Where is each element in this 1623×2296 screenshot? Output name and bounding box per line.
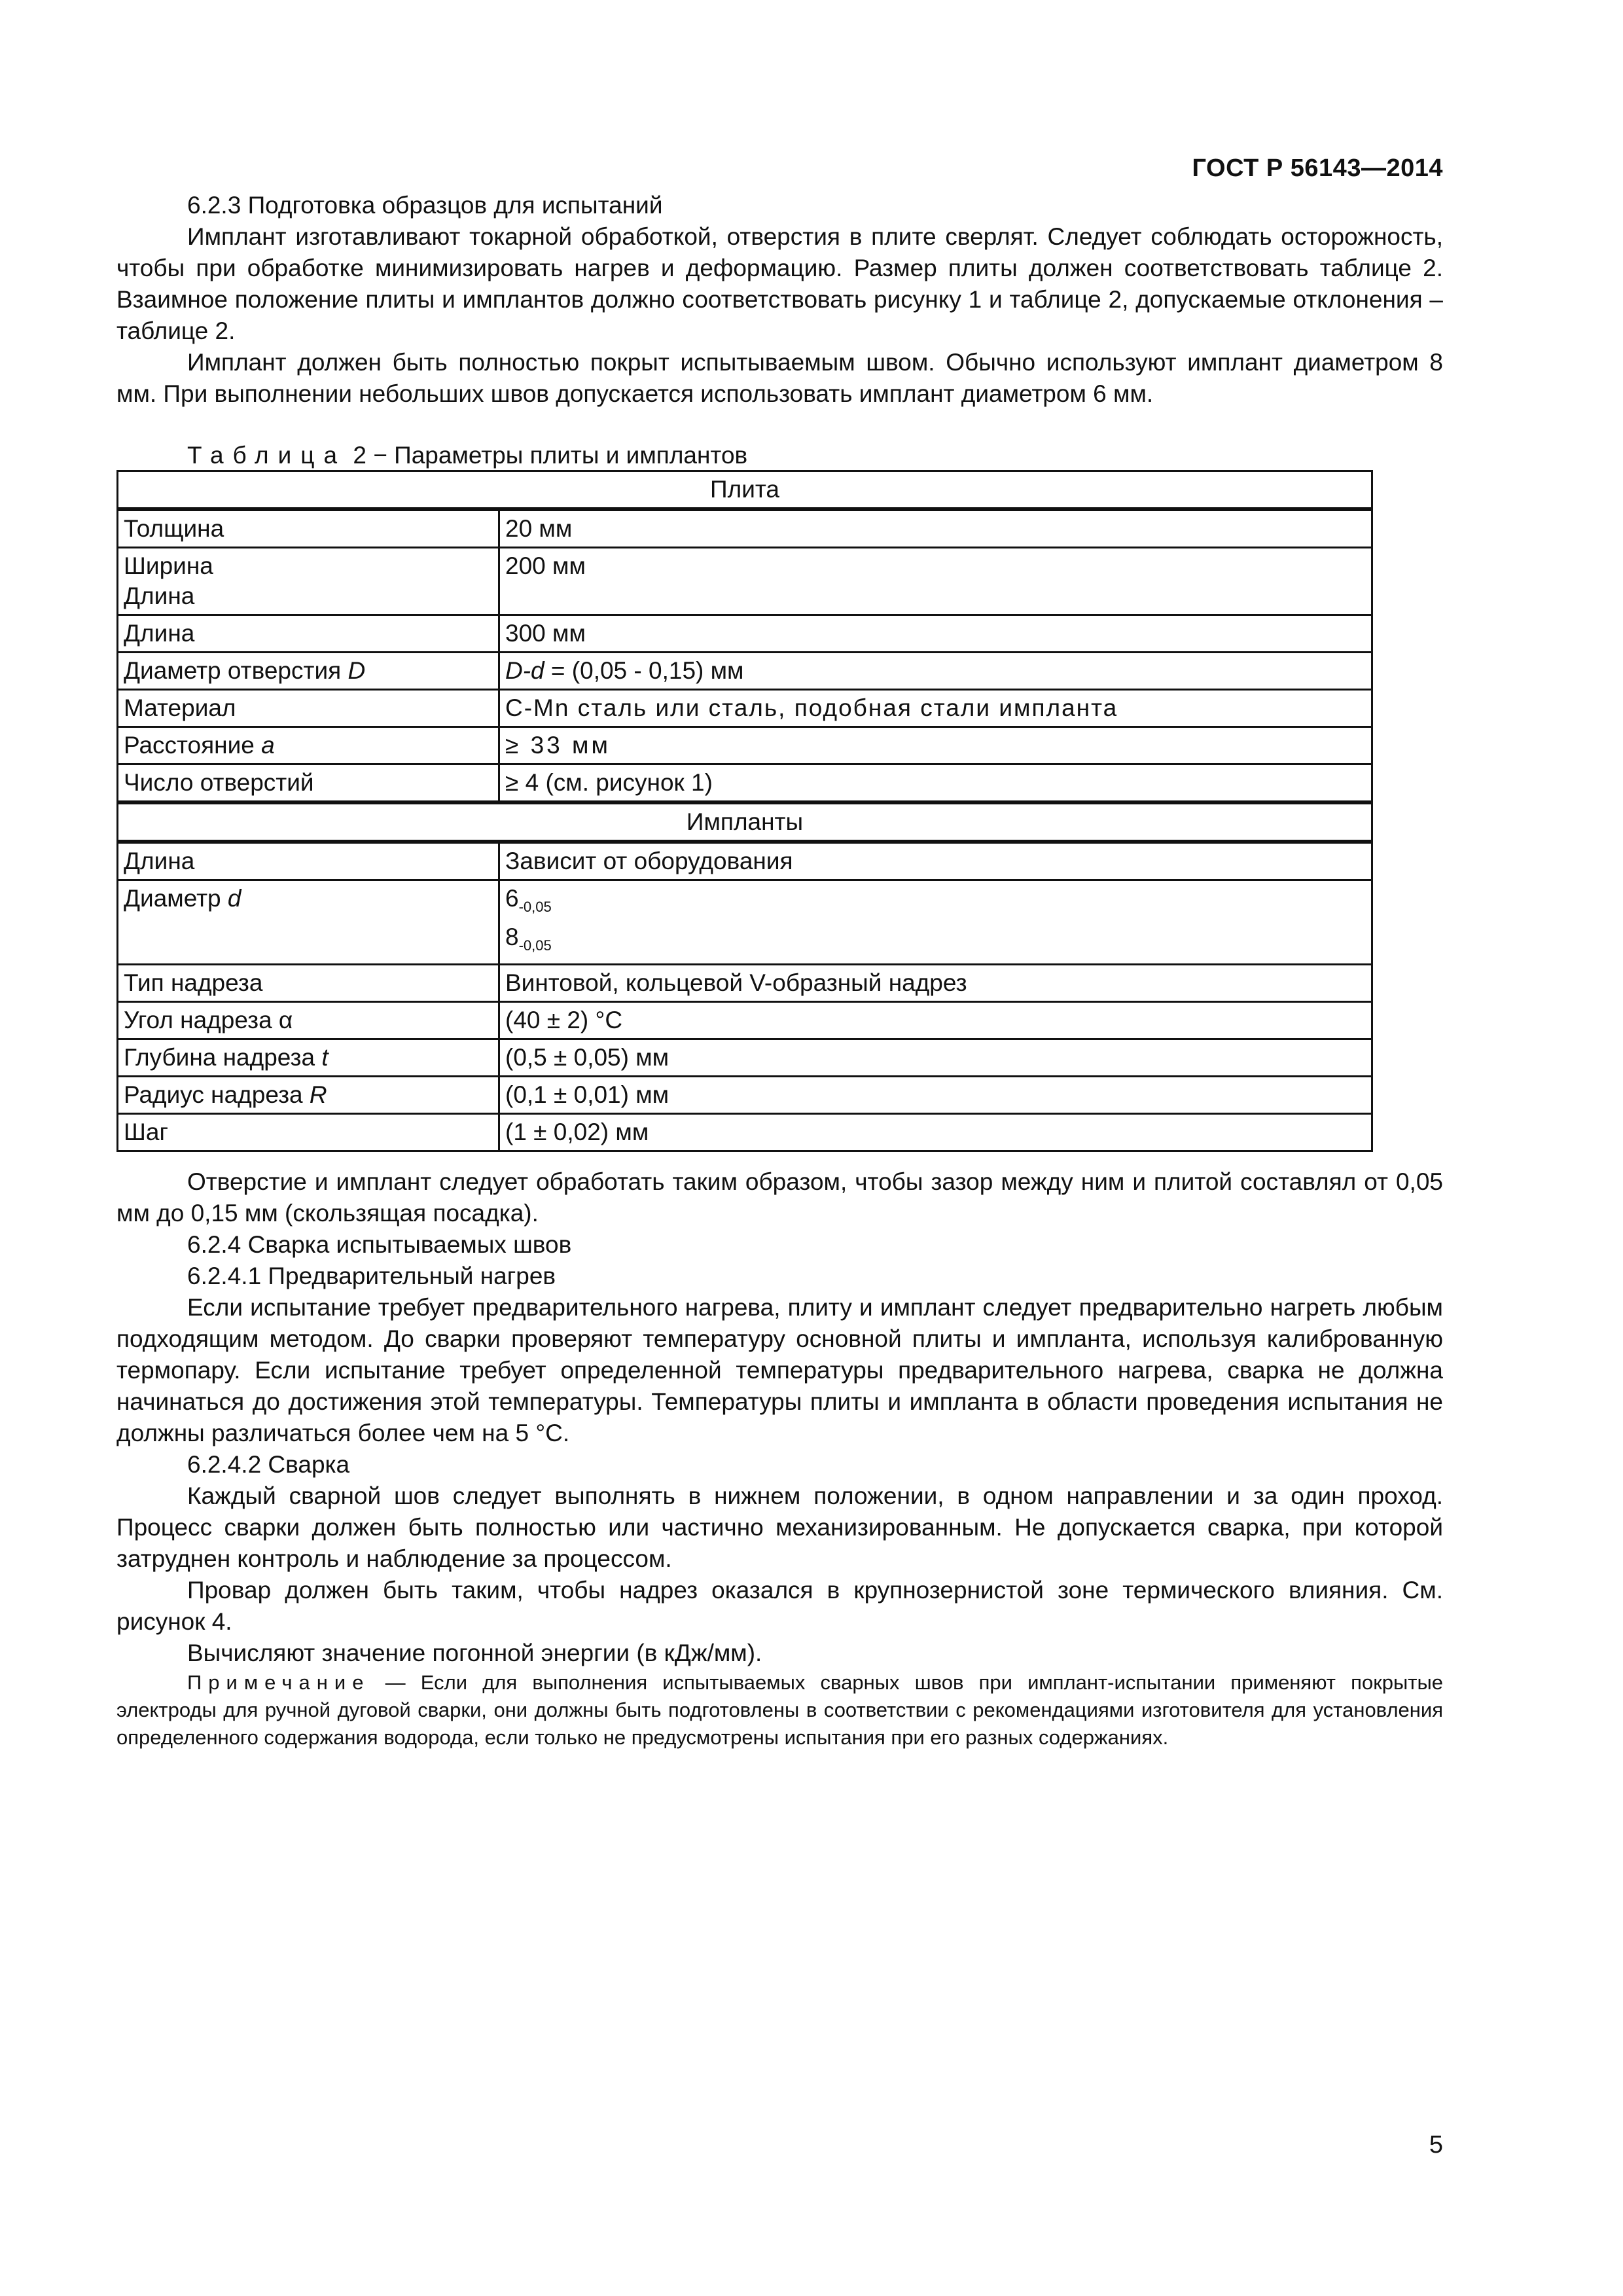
table-cell-value: 300 мм	[499, 615, 1372, 653]
table-cell-label-line: Ширина	[124, 552, 213, 579]
paragraph: Если испытание требует предварительного нагрева, плиту и имплант следует предварительно нагреть любым подходящим методом. До сварки проверяют температуру основной плиты и импланта, используя калиброванную термопару. Если испытание требует определенной температуры предварительного нагрева, сварка не должна начинаться до достижения этой температуры. Температуры плиты и импланта в области проведения испытания не должны различаться более чем на 5 °С.	[116, 1294, 1443, 1446]
section-heading-6-2-4-2: 6.2.4.2 Сварка	[187, 1451, 350, 1478]
diameter-value: 8	[505, 924, 519, 950]
table-cell-value: ≥ 4 (см. рисунок 1)	[499, 764, 1372, 803]
intro-text-block	[116, 190, 1443, 410]
table-row	[118, 548, 1372, 615]
label-text: Глубина надреза	[124, 1044, 322, 1071]
table-row	[118, 1077, 1372, 1114]
table-row	[118, 471, 1372, 510]
table-cell-value: Винтовой, кольцевой V-образный надрез	[499, 965, 1372, 1002]
table-row	[118, 509, 1372, 548]
table-row	[118, 653, 1372, 690]
paragraph: Имплант должен быть полностью покрыт испытываемым швом. Обычно используют имплант диаметром 8 мм. При выполнении небольших швов допускается использовать имплант диаметром 6 мм.	[116, 349, 1443, 407]
table-row	[118, 1114, 1372, 1151]
table-section-implants: Импланты	[118, 802, 1372, 842]
paragraph: Имплант изготавливают токарной обработкой, отверстия в плите сверлят. Следует соблюдать осторожность, чтобы при обработке минимизировать нагрев и деформацию. Размер плиты должен соответствовать таблице 2. Взаимное положение плиты и имплантов должно соответствовать рисунку 1 и таблице 2, допускаемые отклонения – таблице 2.	[116, 223, 1443, 344]
diameter-value-line	[505, 922, 1366, 961]
table-cell-label: Материал	[118, 690, 499, 727]
standard-code-header: ГОСТ Р 56143—2014	[1192, 154, 1443, 182]
table-cell-value	[499, 880, 1372, 965]
value-variable: D-d	[505, 657, 544, 684]
table-cell-label	[118, 727, 499, 764]
paragraph: Отверстие и имплант следует обработать таким образом, чтобы зазор между ним и плитой составлял от 0,05 мм до 0,15 мм (скользящая посадка).	[116, 1168, 1443, 1227]
table-cell-label: Толщина	[118, 509, 499, 548]
table-cell-label: Число отверстий	[118, 764, 499, 803]
table-cell-label: Угол надреза α	[118, 1002, 499, 1039]
table-cell-label	[118, 1077, 499, 1114]
table-cell-value: 200 мм	[499, 548, 1372, 615]
table-caption	[187, 440, 747, 471]
table-cell-value: (0,5 ± 0,05) мм	[499, 1039, 1372, 1077]
table-cell-label	[118, 548, 499, 615]
table-cell-value: (1 ± 0,02) мм	[499, 1114, 1372, 1151]
table-cell-value: Зависит от оборудования	[499, 842, 1372, 880]
table-cell-label: Длина	[118, 842, 499, 880]
table-row	[118, 727, 1372, 764]
table-caption-title: 2 − Параметры плиты и имплантов	[346, 442, 748, 469]
section-heading-6-2-4: 6.2.4 Сварка испытываемых швов	[187, 1231, 572, 1258]
table-cell-value: 20 мм	[499, 509, 1372, 548]
tolerance-subscript: -0,05	[518, 937, 552, 954]
table-row	[118, 842, 1372, 880]
table-row	[118, 1002, 1372, 1039]
note	[116, 1669, 1443, 1751]
table-row	[118, 1039, 1372, 1077]
table-cell-label: Шаг	[118, 1114, 499, 1151]
table-section-plate: Плита	[118, 471, 1372, 510]
section-heading-6-2-4-1: 6.2.4.1 Предварительный нагрев	[187, 1263, 556, 1289]
label-text: Расстояние	[124, 732, 262, 759]
table-cell-value: (0,1 ± 0,01) мм	[499, 1077, 1372, 1114]
diameter-value: 6	[505, 885, 519, 912]
value-text: = (0,05 - 0,15) мм	[544, 657, 744, 684]
paragraph: Вычисляют значение погонной энергии (в кДж/мм).	[187, 1640, 762, 1666]
diameter-value-line	[505, 884, 1366, 922]
note-text: — Если для выполнения испытываемых сварных швов при имплант-испытании применяют покрытые электроды для ручной дуговой сварки, они должны быть подготовлены в соответствии с рекомендациями изготовителя для установления определенного содержания водорода, если только не предусмотрены испытания при его разных содержаниях.	[116, 1671, 1443, 1749]
table-row	[118, 690, 1372, 727]
table-caption-word: Таблица	[187, 442, 347, 469]
main-text-block	[116, 1166, 1443, 1751]
label-text: Радиус надреза	[124, 1081, 310, 1108]
table-row	[118, 965, 1372, 1002]
label-variable: t	[321, 1044, 329, 1071]
table-cell-label	[118, 653, 499, 690]
label-variable: d	[227, 885, 241, 912]
parameters-table	[116, 470, 1373, 1152]
table-cell-label	[118, 1039, 499, 1077]
table-cell-label: Тип надреза	[118, 965, 499, 1002]
label-text: Диаметр отверстия	[124, 657, 348, 684]
table-row	[118, 615, 1372, 653]
table-cell-value	[499, 653, 1372, 690]
label-variable: R	[309, 1081, 327, 1108]
table-cell-value: ≥ 33 мм	[499, 727, 1372, 764]
table-row	[118, 880, 1372, 965]
table-row	[118, 764, 1372, 803]
table-row	[118, 802, 1372, 842]
table-cell-value: (40 ± 2) °С	[499, 1002, 1372, 1039]
section-heading-6-2-3: 6.2.3 Подготовка образцов для испытаний	[187, 192, 663, 219]
table-cell-label-line: Длина	[124, 583, 195, 609]
table-cell-label	[118, 880, 499, 965]
page-number: 5	[1429, 2131, 1443, 2159]
paragraph: Каждый сварной шов следует выполнять в нижнем положении, в одном направлении и за один проход. Процесс сварки должен быть полностью или частично механизированным. Не допускается сварка, при которой затруднен контроль и наблюдение за процессом.	[116, 1482, 1443, 1572]
label-variable: D	[348, 657, 366, 684]
tolerance-subscript: -0,05	[518, 899, 552, 915]
label-text: Диаметр	[124, 885, 228, 912]
paragraph: Провар должен быть таким, чтобы надрез оказался в крупнозернистой зоне термического влияния. См. рисунок 4.	[116, 1577, 1443, 1635]
label-variable: a	[261, 732, 275, 759]
note-label: Примечание	[187, 1671, 370, 1694]
table-cell-label: Длина	[118, 615, 499, 653]
table-cell-value: C-Mn сталь или сталь, подобная стали импланта	[499, 690, 1372, 727]
